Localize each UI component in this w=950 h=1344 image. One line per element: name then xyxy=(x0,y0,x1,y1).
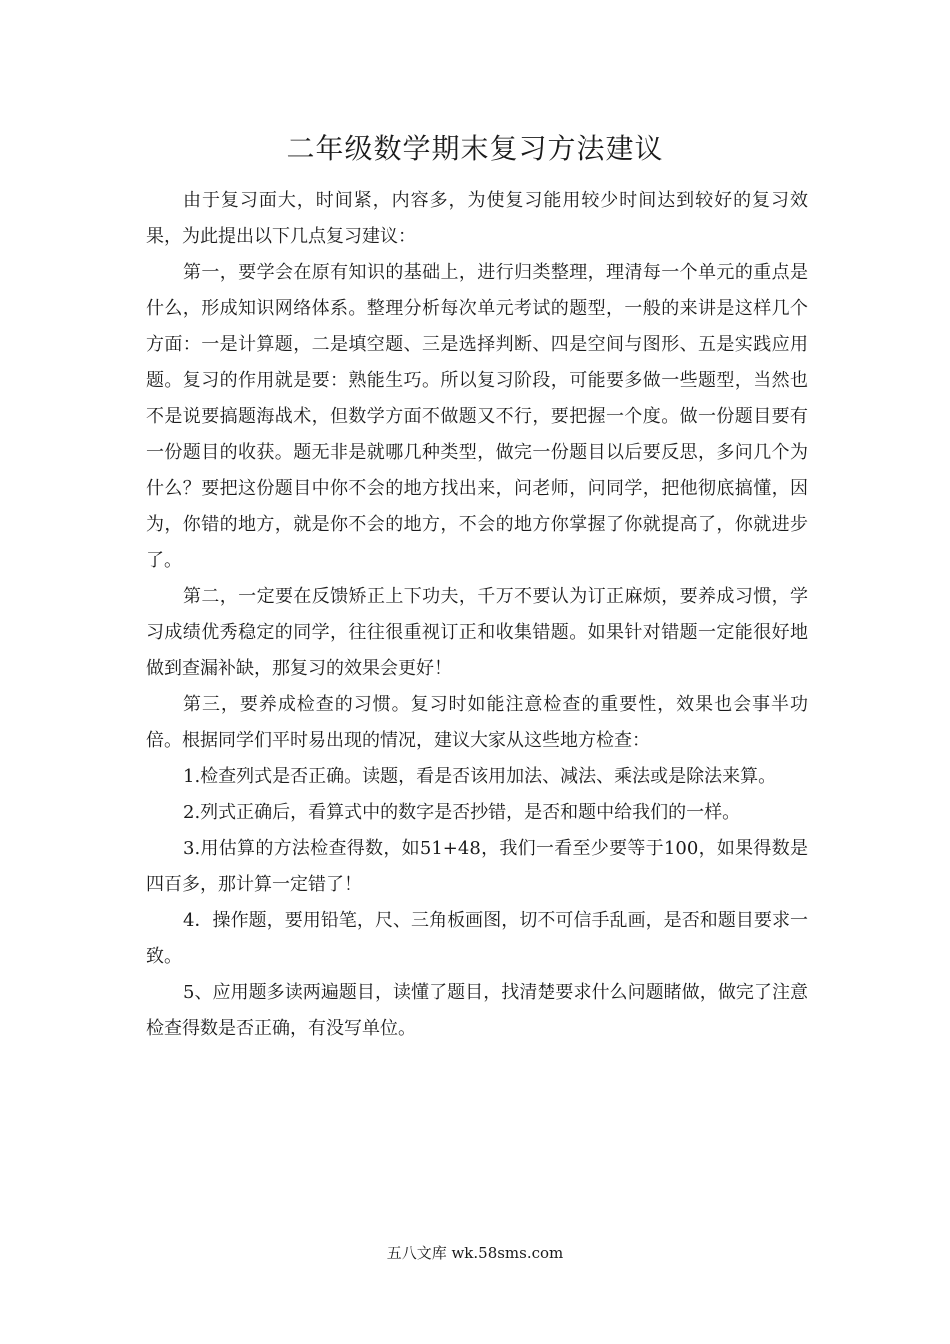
paragraph-third-point: 第三，要养成检查的习惯。复习时如能注意检查的重要性，效果也会事半功倍。根据同学们平时易出现的情况，建议大家从这些地方检查： xyxy=(146,694,808,751)
list-item-check-4: 4．操作题，要用铅笔，尺、三角板画图，切不可信手乱画，是否和题目要求一致。 xyxy=(146,910,808,967)
page-footer: 五八文库 wk.58sms.com xyxy=(386,1244,564,1262)
paragraph-first-point: 第一，要学会在原有知识的基础上，进行归类整理，理清每一个单元的重点是什么，形成知识网络体系。整理分析每次单元考试的题型，一般的来讲是这样几个方面：一是计算题，二是填空题、三是选择判断、四是空间与图形、五是实践应用题。复习的作用就是要：熟能生巧。所以复习阶段，可能要多做一些题型，当然也不是说要搞题海战术，但数学方面不做题又不行，要把握一个度。做一份题目要有一份题目的收获。题无非是就哪几种类型，做完一份题目以后要反思，多问几个为什么？要把这份题目中你不会的地方找出来，问老师，问同学，把他彻底搞懂，因为，你错的地方，就是你不会的地方，不会的地方你掌握了你就提高了，你就进步了。 xyxy=(146,262,808,571)
paragraph-intro: 由于复习面大，时间紧，内容多，为使复习能用较少时间达到较好的复习效果，为此提出以下几点复习建议： xyxy=(146,190,808,247)
document-body xyxy=(146,183,808,1047)
list-item-check-2: 2.列式正确后，看算式中的数字是否抄错，是否和题中给我们的一样。 xyxy=(183,802,741,823)
list-item-check-1: 1.检查列式是否正确。读题，看是否该用加法、减法、乘法或是除法来算。 xyxy=(183,766,777,787)
list-item-check-5: 5、应用题多读两遍题目，读懂了题目，找清楚要求什么问题睹做，做完了注意检查得数是否正确，有没写单位。 xyxy=(146,982,808,1039)
list-item-check-3: 3.用估算的方法检查得数，如51+48，我们一看至少要等于100，如果得数是四百多，那计算一定错了！ xyxy=(146,838,808,895)
document-title: 二年级数学期末复习方法建议 xyxy=(286,132,664,165)
paragraph-second-point: 第二，一定要在反馈矫正上下功夫，千万不要认为订正麻烦，要养成习惯，学习成绩优秀稳定的同学，往往很重视订正和收集错题。如果针对错题一定能很好地做到查漏补缺，那复习的效果会更好！ xyxy=(146,586,808,679)
